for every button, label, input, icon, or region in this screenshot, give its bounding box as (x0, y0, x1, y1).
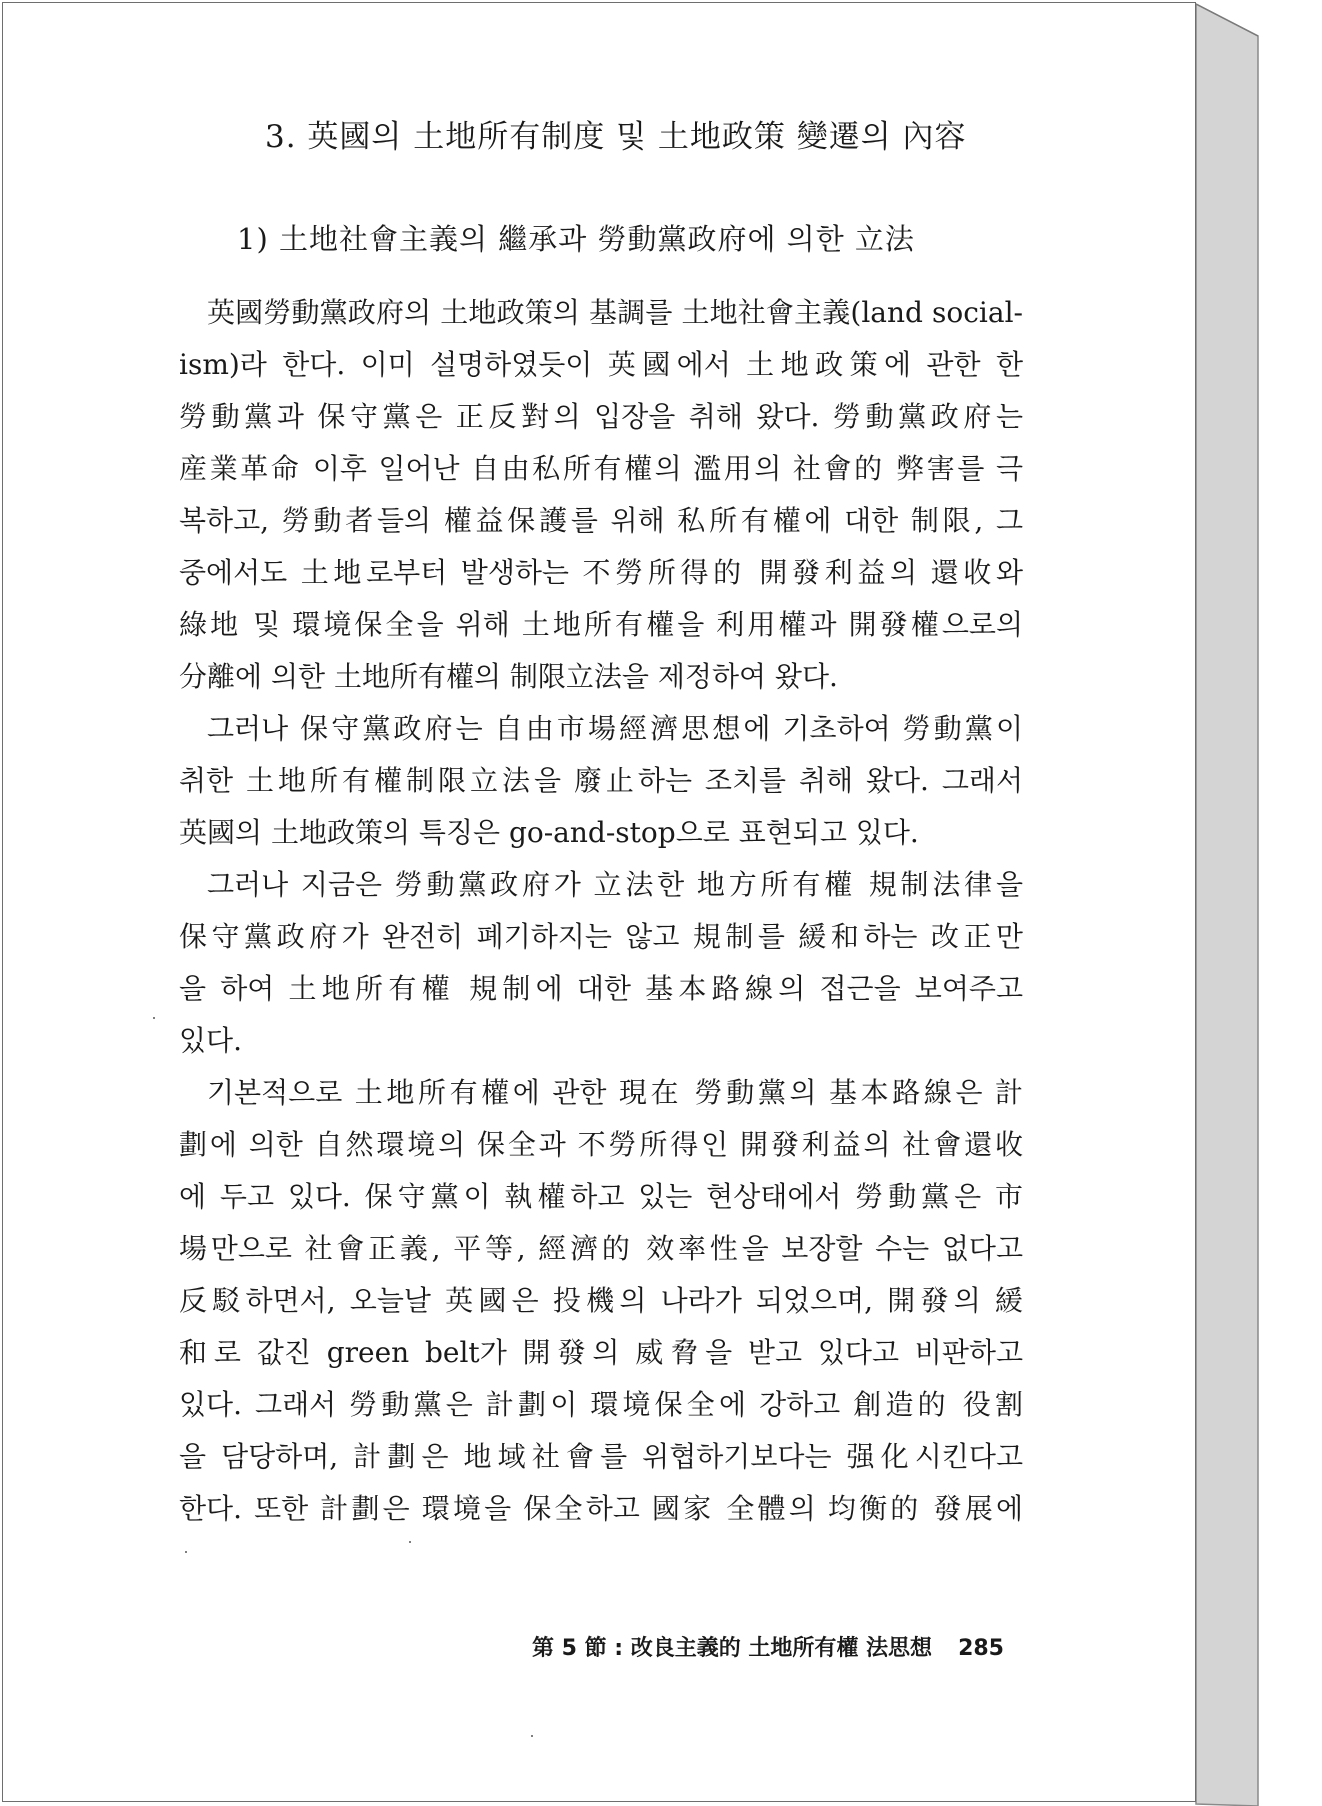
text-line: 그러나 지금은 勞動黨政府가 立法한 地方所有權 規制法律을 (207, 868, 1023, 901)
scan-speck (185, 1551, 187, 1553)
text-line: 劃에 의한 自然環境의 保全과 不勞所得인 開發利益의 社會還收 (179, 1128, 1023, 1161)
text-line: 을 담당하며, 計劃은 地域社會를 위협하기보다는 强化시킨다고 (179, 1440, 1023, 1473)
text-line: 産業革命 이후 일어난 自由私所有權의 濫用의 社會的 弊害를 극 (179, 452, 1023, 485)
text-line: 에 두고 있다. 保守黨이 執權하고 있는 현상태에서 勞動黨은 市 (179, 1180, 1023, 1213)
running-head: 第 5 節 : 改良主義的 土地所有權 法思想 (532, 1636, 933, 1661)
scan-speck (409, 1541, 411, 1543)
scan-speck (531, 1735, 533, 1737)
body-text (179, 287, 1023, 1535)
text-line: 反駁하면서, 오늘날 英國은 投機의 나라가 되었으며, 開發의 緩 (179, 1284, 1023, 1317)
text-line: 을 하여 土地所有權 規制에 대한 基本路線의 접근을 보여주고 (179, 972, 1023, 1005)
text-line: ism)라 한다. 이미 설명하였듯이 英國에서 土地政策에 관한 한 (179, 348, 1023, 381)
text-line: 복하고, 勞動者들의 權益保護를 위해 私所有權에 대한 制限, 그 (179, 504, 1023, 537)
chapter-title: 3. 英國의 土地所有制度 및 土地政策 變遷의 內容 (265, 119, 967, 155)
text-line: 和로 값진 green belt가 開發의 威脅을 받고 있다고 비판하고 (179, 1336, 1023, 1369)
text-line: 勞動黨과 保守黨은 正反對의 입장을 취해 왔다. 勞動黨政府는 (179, 400, 1023, 433)
text-line: 그러나 保守黨政府는 自由市場經濟思想에 기초하여 勞動黨이 (207, 712, 1023, 745)
text-line: 있다. 그래서 勞動黨은 計劃이 環境保全에 강하고 創造的 役割 (179, 1388, 1023, 1421)
text-line: 중에서도 土地로부터 발생하는 不勞所得的 開發利益의 還收와 (179, 556, 1023, 589)
text-line: 한다. 또한 計劃은 環境을 保全하고 國家 全體의 均衡的 發展에 (179, 1492, 1023, 1525)
scan-speck (153, 1017, 155, 1019)
text-line: 英國勞動黨政府의 土地政策의 基調를 土地社會主義(land social- (207, 296, 1023, 329)
book-page (2, 2, 1196, 1802)
text-line: 場만으로 社會正義, 平等, 經濟的 效率性을 보장할 수는 없다고 (179, 1232, 1023, 1265)
text-line: 分離에 의한 土地所有權의 制限立法을 제정하여 왔다. (179, 660, 838, 693)
text-line: 취한 土地所有權制限立法을 廢止하는 조치를 취해 왔다. 그래서 (179, 764, 1023, 797)
page-footer (532, 1631, 1004, 1662)
page-number: 285 (958, 1636, 1004, 1661)
text-line: 綠地 및 環境保全을 위해 土地所有權을 利用權과 開發權으로의 (179, 608, 1023, 641)
text-line: 있다. (179, 1024, 242, 1057)
section-title: 1) 土地社會主義의 繼承과 勞動黨政府에 의한 立法 (237, 222, 915, 256)
text-line: 英國의 土地政策의 특징은 go-and-stop으로 표현되고 있다. (179, 816, 919, 849)
text-line: 기본적으로 土地所有權에 관한 現在 勞動黨의 基本路線은 計 (207, 1076, 1023, 1109)
text-line: 保守黨政府가 완전히 폐기하지는 않고 規制를 緩和하는 改正만 (179, 920, 1023, 953)
